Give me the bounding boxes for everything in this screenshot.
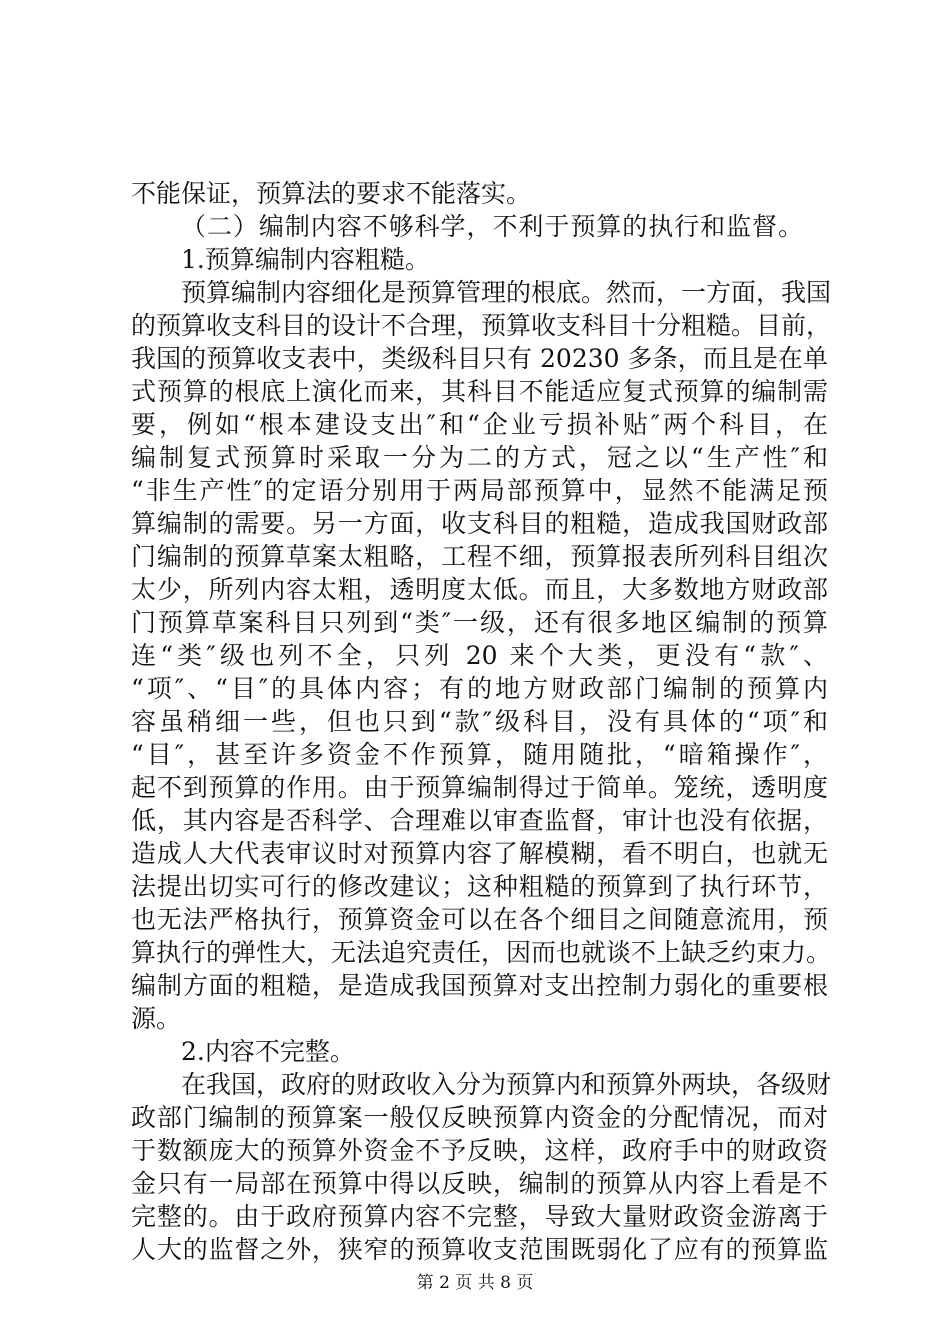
text-line: 起不到预算的作用。由于预算编制得过于简单。笼统，透明度 [131,773,828,802]
subsection-heading: 2.内容不完整。 [181,1037,355,1066]
text-line: 人大的监督之外，狭窄的预算收支范围既弱化了应有的预算监 [131,1235,828,1264]
text-line: 我国的预算收支表中，类级科目只有 20230 多条，而且是在单 [131,344,828,373]
text-line: “目″，甚至许多资金不作预算，随用随批，“暗箱操作″， [131,740,828,769]
text-line: 式预算的根底上演化而来，其科目不能适应复式预算的编制需 [131,377,828,406]
text-line: “非生产性″的定语分别用于两局部预算中，显然不能满足预 [131,476,828,505]
text-line: 造成人大代表审议时对预算内容了解模糊，看不明白，也就无 [131,839,828,868]
text-line: 算执行的弹性大，无法追究责任，因而也就谈不上缺乏约束力。 [131,938,832,967]
text-line: 的预算收支科目的设计不合理，预算收支科目十分粗糙。目前， [131,311,832,340]
text-line: 编制方面的粗糙，是造成我国预算对支出控制力弱化的重要根 [131,971,828,1000]
text-line: 容虽稍细一些，但也只到“款″级科目，没有具体的“项″和 [131,707,828,736]
text-line: 政部门编制的预算案一般仅反映预算内资金的分配情况，而对 [131,1103,828,1132]
text-line: 完整的。由于政府预算内容不完整，导致大量财政资金游离于 [131,1202,828,1231]
subsection-heading: 1.预算编制内容粗糙。 [181,245,430,274]
text-line: 太少，所列内容太粗，透明度太低。而且，大多数地方财政部 [131,575,828,604]
paragraph-first-line: 在我国，政府的财政收入分为预算内和预算外两块，各级财 [181,1070,832,1099]
text-line: 不能保证，预算法的要求不能落实。 [131,179,532,208]
text-line: 源。 [131,1004,182,1033]
paragraph-first-line: 预算编制内容细化是预算管理的根底。然而，一方面，我国 [181,278,832,307]
text-line: 连“类″级也列不全，只列 20 来个大类，更没有“款″、 [131,641,828,670]
text-line: 门预算草案科目只列到“类″一级，还有很多地区编制的预算 [131,608,828,637]
text-line: 低，其内容是否科学、合理难以审查监督，审计也没有依据， [131,806,828,835]
page-number-footer: 第 2 页 共 8 页 [416,1273,534,1293]
text-line: “项″、“目″的具体内容；有的地方财政部门编制的预算内 [131,674,828,703]
text-line: 要，例如“根本建设支出″和“企业亏损补贴″两个科目，在 [131,410,828,439]
text-line: 金只有一局部在预算中得以反映，编制的预算从内容上看是不 [131,1169,828,1198]
text-line: 门编制的预算草案太粗略，工程不细，预算报表所列科目组次 [131,542,828,571]
text-line: 编制复式预算时采取一分为二的方式，冠之以“生产性″和 [131,443,828,472]
text-line: 也无法严格执行，预算资金可以在各个细目之间随意流用，预 [131,905,828,934]
section-heading: （二）编制内容不够科学，不利于预算的执行和监督。 [181,212,803,241]
text-line: 于数额庞大的预算外资金不予反映，这样，政府手中的财政资 [131,1136,828,1165]
text-line: 法提出切实可行的修改建议；这种粗糙的预算到了执行环节， [131,872,828,901]
text-line: 算编制的需要。另一方面，收支科目的粗糙，造成我国财政部 [131,509,828,538]
